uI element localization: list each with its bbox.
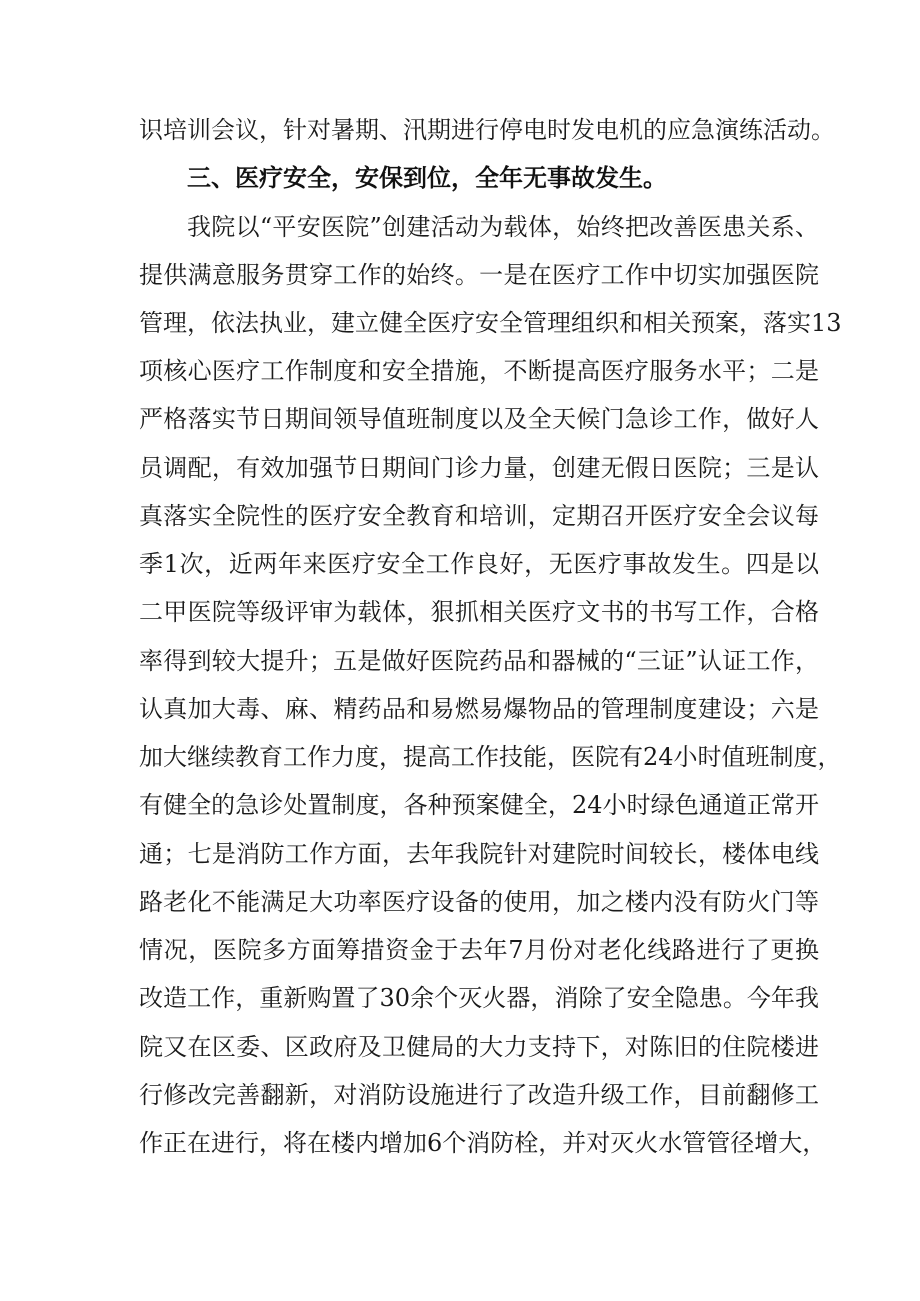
paragraph-line: 管理，依法执业，建立健全医疗安全管理组织和相关预案，落实13 xyxy=(139,309,842,337)
paragraph-line: 路老化不能满足大功率医疗设备的使用，加之楼内没有防火门等 xyxy=(139,888,819,916)
paragraph-line: 真落实全院性的医疗安全教育和培训，定期召开医疗安全会议每 xyxy=(139,502,819,530)
continuation-line: 识培训会议，针对暑期、汛期进行停电时发电机的应急演练活动。 xyxy=(139,116,835,144)
paragraph-line: 加大继续教育工作力度，提高工作技能，医院有24小时值班制度， xyxy=(139,743,842,771)
paragraph-line: 季1次，近两年来医疗安全工作良好，无医疗事故发生。四是以 xyxy=(139,550,819,578)
paragraph-line: 改造工作，重新购置了30余个灭火器，消除了安全隐患。今年我 xyxy=(139,984,819,1012)
paragraph-line: 作正在进行，将在楼内增加6个消防栓，并对灭火水管管径增大， xyxy=(139,1129,827,1157)
paragraph-line: 有健全的急诊处置制度，各种预案健全，24小时绿色通道正常开 xyxy=(139,791,819,819)
paragraph-line: 严格落实节日期间领导值班制度以及全天候门急诊工作，做好人 xyxy=(139,405,819,433)
paragraph-line: 二甲医院等级评审为载体，狠抓相关医疗文书的书写工作，合格 xyxy=(139,598,819,626)
paragraph-line: 提供满意服务贯穿工作的始终。一是在医疗工作中切实加强医院 xyxy=(139,261,819,289)
paragraph-line: 项核心医疗工作制度和安全措施，不断提高医疗服务水平；二是 xyxy=(139,357,819,385)
section-heading: 三、医疗安全，安保到位，全年无事故发生。 xyxy=(187,164,667,192)
paragraph-line: 认真加大毒、麻、精药品和易燃易爆物品的管理制度建设；六是 xyxy=(139,695,819,723)
paragraph-line: 情况，医院多方面筹措资金于去年7月份对老化线路进行了更换 xyxy=(139,936,819,964)
paragraph-line: 通；七是消防工作方面，去年我院针对建院时间较长，楼体电线 xyxy=(139,840,819,868)
paragraph-line: 我院以“平安医院”创建活动为载体，始终把改善医患关系、 xyxy=(187,213,819,241)
paragraph-line: 行修改完善翻新，对消防设施进行了改造升级工作，目前翻修工 xyxy=(139,1081,819,1109)
paragraph-line: 率得到较大提升；五是做好医院药品和器械的“三证”认证工作， xyxy=(139,647,819,675)
paragraph-line: 院又在区委、区政府及卫健局的大力支持下，对陈旧的住院楼进 xyxy=(139,1033,819,1061)
paragraph-line: 员调配，有效加强节日期间门诊力量，创建无假日医院；三是认 xyxy=(139,454,819,482)
